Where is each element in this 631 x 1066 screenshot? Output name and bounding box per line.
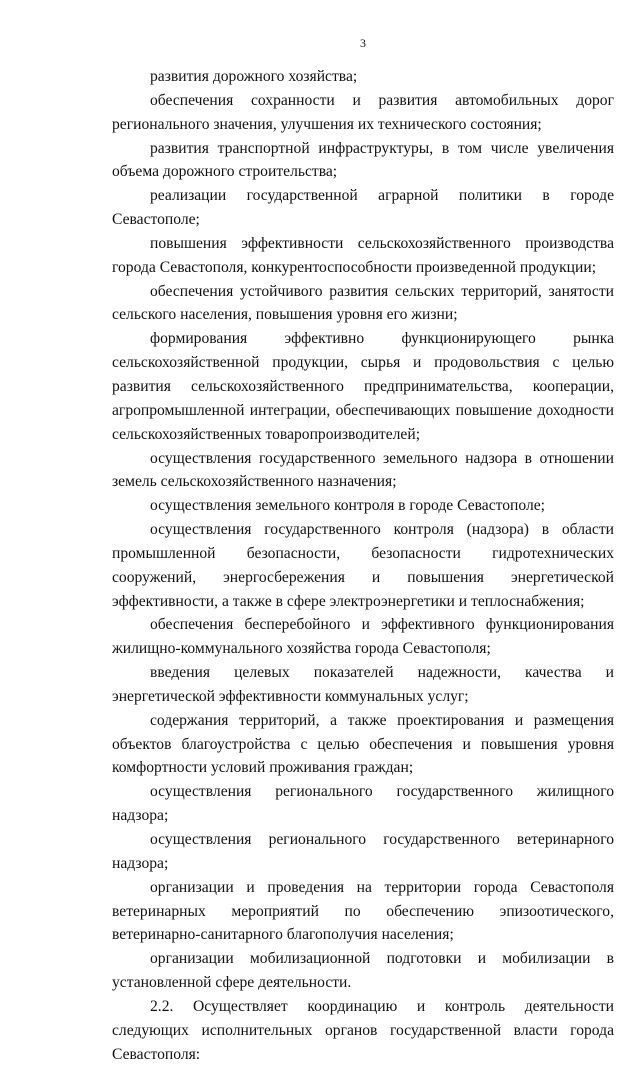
paragraph-agricultural-market: формирования эффективно функционирующего рынка сельскохозяйственной продукции, сырья и продовольствия с целью развития сельскохозяйственного предпринимательства, кооперации, агропромышленной интеграции, обеспечивающих повышение доходности сельскохозяйственных товаропроизводителей; xyxy=(112,330,614,443)
paragraph-rural-development: обеспечения устойчивого развития сельских территорий, занятости сельского населения, повышения уровня его жизни; xyxy=(112,282,614,324)
paragraph-transport-infrastructure: развития транспортной инфраструктуры, в том числе увеличения объема дорожного строительства; xyxy=(112,139,614,181)
paragraph-agricultural-efficiency: повышения эффективности сельскохозяйственного производства города Севастополя, конкурентоспособности произведенной продукции; xyxy=(112,234,614,276)
paragraph-land-control: осуществления земельного контроля в городе Севастополе; xyxy=(150,497,546,515)
document-body xyxy=(112,65,614,1066)
paragraph-section-2-2: 2.2. Осуществляет координацию и контроль деятельности следующих исполнительных органов государственной власти города Севастополя: xyxy=(112,997,614,1063)
paragraph-housing-supervision: осуществления регионального государственного жилищного надзора; xyxy=(112,783,614,825)
paragraph-veterinary-measures: организации и проведения на территории города Севастополя ветеринарных мероприятий по обеспечению эпизоотического, ветеринарно-санитарного благополучия населения; xyxy=(112,878,614,944)
paragraph-industrial-safety: осуществления государственного контроля (надзора) в области промышленной безопасности, безопасности гидротехнических сооружений, энергосбережения и повышения энергетической эффективности, а также в сфере электроэнергетики и теплоснабжения; xyxy=(112,521,614,610)
paragraph-land-supervision: осуществления государственного земельного надзора в отношении земель сельскохозяйственного назначения; xyxy=(112,449,614,491)
paragraph-road-preservation: обеспечения сохранности и развития автомобильных дорог регионального значения, улучшения их технического состояния; xyxy=(112,91,614,133)
paragraph-territory-maintenance: содержания территорий, а также проектирования и размещения объектов благоустройства с целью обеспечения и повышения уровня комфортности условий проживания граждан; xyxy=(112,711,614,777)
paragraph-veterinary-supervision: осуществления регионального государственного ветеринарного надзора; xyxy=(112,831,614,872)
paragraph-housing-utilities: обеспечения бесперебойного и эффективного функционирования жилищно-коммунального хозяйства города Севастополя; xyxy=(112,616,614,658)
paragraph-mobilization: организации мобилизационной подготовки и мобилизации в установленной сфере деятельности. xyxy=(112,950,614,992)
paragraph-utility-indicators: введения целевых показателей надежности, качества и энергетической эффективности коммунальных услуг; xyxy=(112,664,614,705)
page-number: 3 xyxy=(360,36,366,50)
paragraph-agrarian-policy: реализации государственной аграрной политики в городе Севастополе; xyxy=(112,187,614,229)
paragraph-road-economy: развития дорожного хозяйства; xyxy=(150,68,358,85)
